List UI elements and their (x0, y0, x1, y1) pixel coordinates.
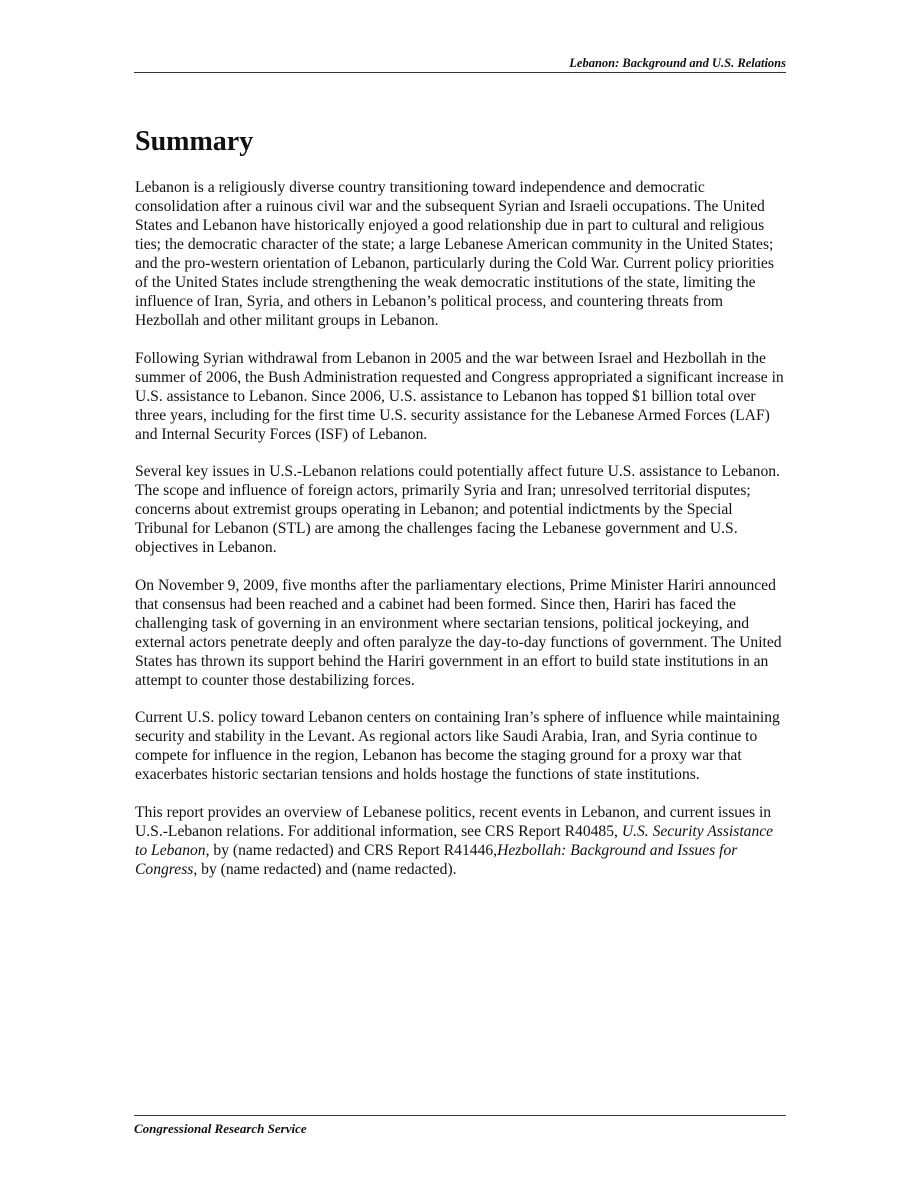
summary-paragraph-3: Several key issues in U.S.-Lebanon relations could potentially affect future U.S. assistance to Lebanon. The scope and influence of foreign actors, primarily Syria and Iran; unresolved territorial disputes; concerns about extremist groups operating in Lebanon; and potential indictments by the Special Tribunal for Lebanon (STL) are among the challenges facing the Lebanese government and U.S. objectives in Lebanon. (135, 463, 780, 556)
footer-publisher: Congressional Research Service (134, 1121, 307, 1136)
report-r40485-byline: , by (name redacted) and CRS Report R41446, (205, 841, 498, 859)
summary-body (135, 178, 789, 897)
report-r40485-title: U.S. Security Assistance to Lebanon (135, 822, 774, 859)
running-header-title: Lebanon: Background and U.S. Relations (569, 56, 786, 70)
summary-paragraph-6 (135, 803, 789, 879)
running-footer (134, 1115, 786, 1137)
summary-paragraph-1: Lebanon is a religiously diverse country transitioning toward independence and democratic consolidation after a ruinous civil war and the subsequent Syrian and Israeli occupations. The United States and Lebanon have historically enjoyed a good relationship due in part to cultural and religious ties; the democratic character of the state; a large Lebanese American community in the United States; and the pro-western orientation of Lebanon, particularly during the Cold War. Current policy priorities of the United States include strengthening the weak democratic institutions of the state, limiting the influence of Iran, Syria, and others in Lebanon’s political process, and countering threats from Hezbollah and other militant groups in Lebanon. (135, 179, 774, 329)
report-r41446-title: Hezbollah: Background and Issues for Congress (135, 841, 738, 878)
running-header (134, 55, 786, 73)
summary-paragraph-2: Following Syrian withdrawal from Lebanon in 2005 and the war between Israel and Hezbollah in the summer of 2006, the Bush Administration requested and Congress appropriated a significant increase in U.S. assistance to Lebanon. Since 2006, U.S. assistance to Lebanon has topped $1 billion total over three years, including for the first time U.S. security assistance for the Lebanese Armed Forces (LAF) and Internal Security Forces (ISF) of Lebanon. (135, 349, 784, 443)
report-r41446-byline: , by (name redacted) and (name redacted). (193, 860, 457, 878)
page-title: Summary (135, 126, 254, 157)
summary-paragraph-5: Current U.S. policy toward Lebanon centers on containing Iran’s sphere of influence while maintaining security and stability in the Levant. As regional actors like Saudi Arabia, Iran, and Syria continue to compete for influence in the region, Lebanon has become the staging ground for a proxy war that exacerbates historic sectarian tensions and holds hostage the functions of state institutions. (135, 709, 780, 783)
paragraph-6-lead: This report provides an overview of Lebanese politics, recent events in Lebanon, and current issues in U.S.-Lebanon relations. For additional information, see CRS Report R40485, (135, 803, 772, 840)
summary-paragraph-4: On November 9, 2009, five months after the parliamentary elections, Prime Minister Hariri announced that consensus had been reached and a cabinet had been formed. Since then, Hariri has faced the challenging task of governing in an environment where sectarian tensions, political jockeying, and external actors penetrate deeply and often paralyze the day-to-day functions of government. The United States has thrown its support behind the Hariri government in an effort to build state institutions in an attempt to counter those destabilizing forces. (135, 576, 782, 689)
